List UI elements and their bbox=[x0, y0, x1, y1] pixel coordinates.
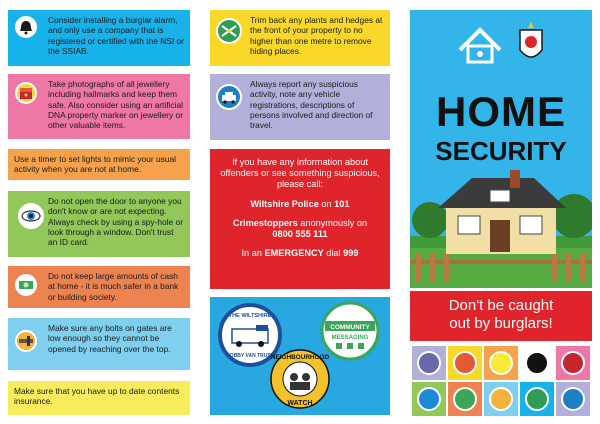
tip-card-insurance bbox=[8, 381, 190, 415]
tip-card-light-timer bbox=[8, 149, 190, 180]
jewellery-box-icon bbox=[561, 351, 585, 375]
crimestoppers-number: 0800 555 111 bbox=[272, 229, 328, 240]
tile-jewellery bbox=[556, 346, 590, 380]
nw-word2-text: WATCH bbox=[287, 400, 313, 407]
emergency-number: 999 bbox=[343, 248, 359, 259]
vehicle-icon bbox=[216, 84, 242, 110]
tile-shears bbox=[520, 382, 554, 416]
tip-card-jewellery bbox=[8, 74, 190, 139]
cover-title: HOME bbox=[436, 88, 566, 135]
cobby-top-text: THE WILTSHIRE bbox=[228, 313, 272, 319]
tip-card-gate-bolts bbox=[8, 318, 190, 370]
tile-eye bbox=[412, 382, 446, 416]
community-messaging-logo bbox=[322, 303, 378, 359]
tile-cash bbox=[448, 382, 482, 416]
eye-icon bbox=[18, 203, 44, 229]
tip-text: Consider installing a burglar alarm, and only use a company that is registered or certified with the NSI or the SSIAB. bbox=[48, 15, 184, 56]
police-name: Wiltshire Police bbox=[250, 198, 319, 209]
tile-bolt bbox=[484, 382, 518, 416]
alarm-bell-icon bbox=[15, 16, 37, 38]
jewellery-box-icon bbox=[15, 82, 37, 104]
cobby-bottom-text: COBBY VAN TRUST bbox=[226, 353, 274, 359]
community-sub-text: MESSAGING bbox=[331, 335, 369, 341]
eye-icon bbox=[417, 387, 441, 411]
cover-panel bbox=[410, 10, 592, 415]
tip-text: Do not open the door to anyone you don't know or are not expecting. Always check by using a spy-hole or look through a window. Don't trust an ID card. bbox=[48, 196, 183, 247]
tip-card-report-activity bbox=[210, 74, 390, 140]
tip-text: Trim back any plants and hedges at the front of your property to no higher than one metre to remove hiding places. bbox=[250, 15, 383, 56]
police-crest-icon bbox=[520, 22, 542, 57]
shears-icon bbox=[216, 18, 242, 44]
tip-text: Use a timer to set lights to mimic your usual activity when you are not at home. bbox=[14, 154, 176, 175]
crimestoppers-line: Crimestoppers anonymously on 0800 555 111 bbox=[232, 217, 368, 240]
tip-card-cash bbox=[8, 266, 190, 308]
shears-icon bbox=[525, 387, 549, 411]
tip-text: Make sure any bolts on gates are low enough so they cannot be opened by reaching over the top. bbox=[48, 323, 172, 354]
cover-header bbox=[410, 10, 592, 288]
contact-intro: If you have any information about offenders or see something suspicious, please call: bbox=[220, 157, 380, 190]
cash-icon bbox=[15, 274, 37, 296]
tile-gravestone bbox=[520, 346, 554, 380]
emergency-line: In an EMERGENCY dial 999 bbox=[241, 248, 359, 259]
contact-panel bbox=[210, 149, 390, 289]
bolt-icon bbox=[489, 387, 513, 411]
tip-text: Make sure that you have up to date contents insurance. bbox=[14, 386, 180, 407]
nw-word1-text: NEIGHBOURHOOD bbox=[270, 354, 330, 361]
emergency-word: EMERGENCY bbox=[264, 248, 324, 259]
tile-flower bbox=[448, 346, 482, 380]
tile-light bbox=[484, 346, 518, 380]
bolt-icon bbox=[15, 330, 37, 352]
tip-text: Do not keep large amounts of cash at home - it is much safer in a bank or building society. bbox=[48, 271, 179, 302]
lightbulb-icon bbox=[489, 351, 513, 375]
community-title-text: COMMUNITY bbox=[330, 324, 370, 331]
tile-keys bbox=[412, 346, 446, 380]
police-line: Wiltshire Police on 101 bbox=[250, 198, 350, 209]
cash-icon bbox=[453, 387, 477, 411]
tagline-banner: Don't be caught out by burglars! bbox=[410, 291, 592, 341]
house-illustration bbox=[438, 170, 566, 254]
partner-logos-panel bbox=[210, 297, 390, 415]
tip-card-burglar-alarm bbox=[8, 10, 190, 66]
cover-subtitle: SECURITY bbox=[435, 136, 567, 166]
vehicle-icon bbox=[561, 387, 585, 411]
tip-card-door bbox=[8, 191, 190, 257]
house-logo-icon bbox=[460, 30, 500, 62]
tip-card-hedges bbox=[210, 10, 390, 66]
gravestone-icon bbox=[525, 351, 549, 375]
neighbourhood-watch-logo bbox=[271, 350, 330, 408]
tile-vehicle bbox=[556, 382, 590, 416]
tip-text: Always report any suspicious activity, note any vehicle registrations, descriptions of persons involved and direction of travel. bbox=[250, 79, 373, 130]
tip-text: Take photographs of all jewellery including hallmarks and keep them safe. Also consider using an artificial DNA property marker on jewellery or other valuable items. bbox=[48, 79, 184, 130]
flower-pot-icon bbox=[453, 351, 477, 375]
police-number: 101 bbox=[334, 198, 350, 209]
crimestoppers-name: Crimestoppers bbox=[232, 217, 298, 228]
keys-icon bbox=[417, 351, 441, 375]
